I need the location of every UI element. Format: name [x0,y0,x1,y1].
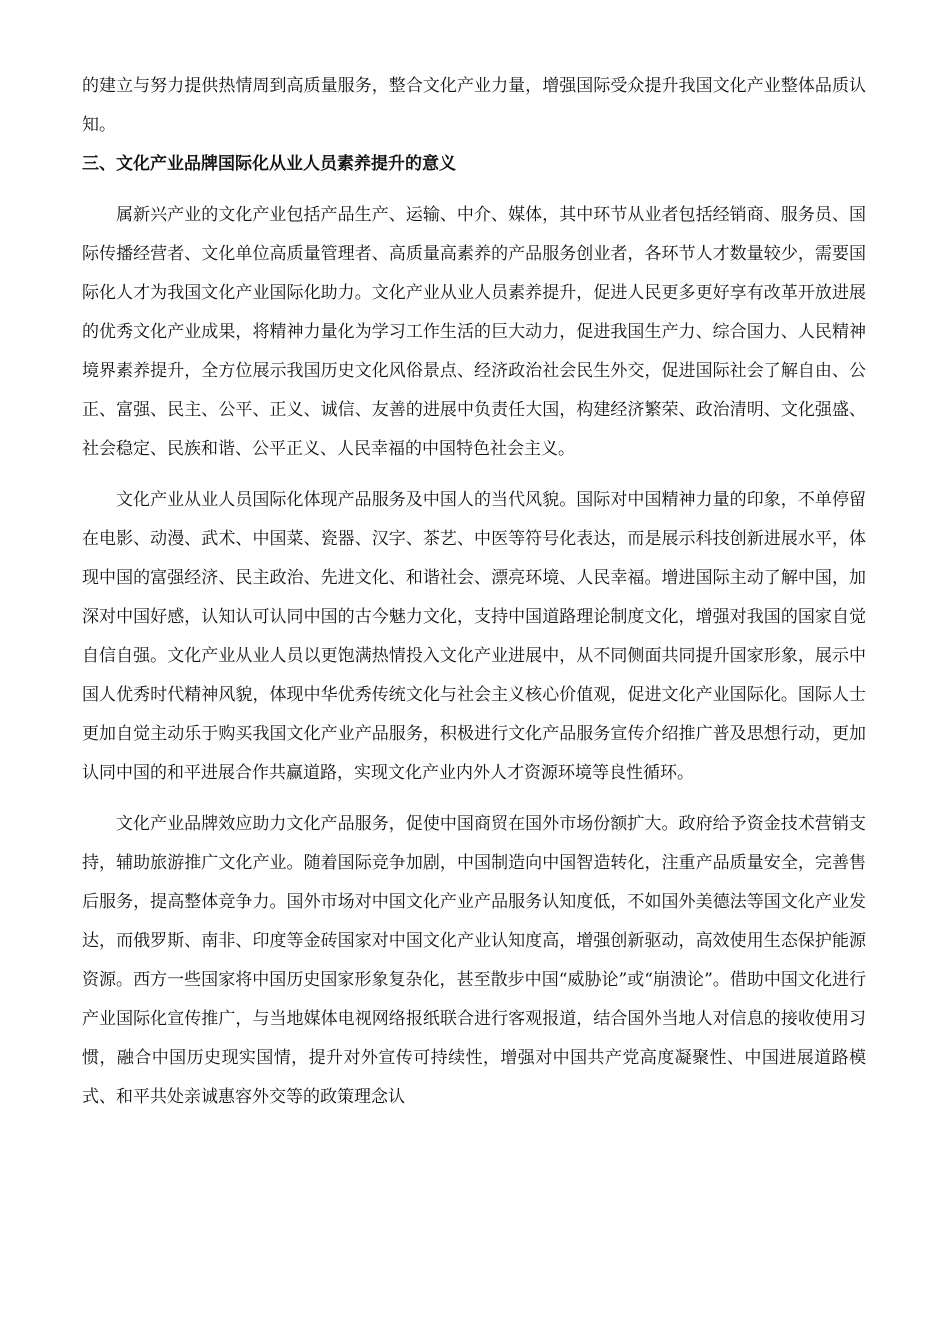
paragraph-1: 属新兴产业的文化产业包括产品生产、运输、中介、媒体，其中环节从业者包括经销商、服务员、国际传播经营者、文化单位高质量管理者、高质量高素养的产品服务创业者，各环节人才数量较少，需要国际化人才为我国文化产业国际化助力。文化产业从业人员素养提升，促进人民更多更好享有改革开放进展的优秀文化产业成果，将精神力量化为学习工作生活的巨大动力，促进我国生产力、综合国力、人民精神境界素养提升，全方位展示我国历史文化风俗景点、经济政治社会民生外交，促进国际社会了解自由、公正、富强、民主、公平、正义、诚信、友善的进展中负责任大国，构建经济繁荣、政治清明、文化强盛、社会稳定、民族和谐、公平正义、人民幸福的中国特色社会主义。 [82,205,866,459]
paragraph-2: 文化产业从业人员国际化体现产品服务及中国人的当代风貌。国际对中国精神力量的印象，不单停留在电影、动漫、武术、中国菜、瓷器、汉字、茶艺、中医等符号化表达，而是展示科技创新进展水平，体现中国的富强经济、民主政治、先进文化、和谐社会、漂亮环境、人民幸福。增进国际主动了解中国，加深对中国好感，认知认可认同中国的古今魅力文化，支持中国道路理论制度文化，增强对我国的国家自觉自信自强。文化产业从业人员以更饱满热情投入文化产业进展中，从不同侧面共同提升国家形象，展示中国人优秀时代精神风貌，体现中华优秀传统文化与社会主义核心价值观，促进文化产业国际化。国际人士更加自觉主动乐于购买我国文化产业产品服务，积极进行文化产品服务宣传介绍推广普及思想行动，更加认同中国的和平进展合作共赢道路，实现文化产业内外人才资源环境等良性循环。 [82,490,866,783]
document-body [82,67,866,1117]
paragraph-3: 文化产业品牌效应助力文化产品服务，促使中国商贸在国外市场份额扩大。政府给予资金技术营销支持，辅助旅游推广文化产业。随着国际竞争加剧，中国制造向中国智造转化，注重产品质量安全，完善售后服务，提高整体竞争力。国外市场对中国文化产业产品服务认知度低，不如国外美德法等国文化产业发达，而俄罗斯、南非、印度等金砖国家对中国文化产业认知度高，增强创新驱动，高效使用生态保护能源资源。西方一些国家将中国历史国家形象复杂化，甚至散步中国“威胁论”或“崩溃论”。借助中国文化进行产业国际化宣传推广，与当地媒体电视网络报纸联合进行客观报道，结合国外当地人对信息的接收使用习惯，融合中国历史现实国情，提升对外宣传可持续性，增强对中国共产党高度凝聚性、中国进展道路模式、和平共处亲诚惠容外交等的政策理念认 [82,814,866,1107]
section-heading: 三、文化产业品牌国际化从业人员素养提升的意义 [82,154,456,174]
paragraph-continued: 的建立与努力提供热情周到高质量服务，整合文化产业力量，增强国际受众提升我国文化产业整体品质认知。 [82,76,866,135]
